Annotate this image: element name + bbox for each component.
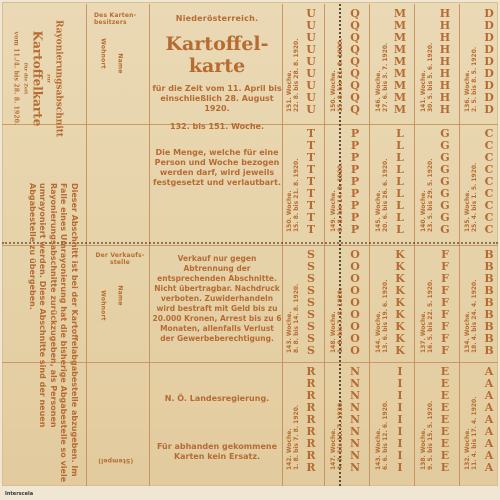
coupon-week-number: 134. Woche.: [464, 311, 471, 353]
coupon-letter: B: [484, 260, 494, 273]
coupon-letter: O: [350, 344, 360, 357]
coupon-week-dates: 1. 8. bis 7. 8. 1920.: [293, 404, 300, 470]
coupon-letter: K: [395, 248, 405, 261]
coupon-letter: T: [306, 175, 316, 188]
coupon-week-dates: 8. 8. bis 14. 8. 1920.: [337, 162, 344, 232]
coupon-letter: T: [306, 223, 316, 236]
coupon-letter: D: [484, 91, 494, 104]
coupon-letter: D: [484, 67, 494, 80]
coupon-letter: D: [484, 19, 494, 32]
coupon-letter: A: [484, 449, 494, 462]
coupon-letter: C: [484, 211, 494, 224]
coupon-letter: A: [484, 401, 494, 414]
card-title-line1: Kartoffel-: [165, 33, 269, 55]
coupon-letter: M: [393, 67, 407, 80]
coupon-letter: H: [439, 19, 451, 32]
card-title-line2: karte: [188, 55, 246, 77]
coupon-letter-column[interactable]: [304, 128, 318, 236]
coupon-letter-column[interactable]: [348, 128, 362, 236]
coupon-letter: M: [393, 91, 407, 104]
coupon-letter: D: [484, 55, 494, 68]
coupon-letter: B: [484, 344, 494, 357]
coupon-letter: A: [484, 461, 494, 474]
coupon-letter: Q: [350, 43, 360, 56]
coupon-week-label: [330, 288, 344, 353]
coupon-letter: C: [484, 127, 494, 140]
coupon-letter: A: [484, 377, 494, 390]
coupon-letter: F: [441, 332, 449, 345]
region: Niederösterreich.: [175, 14, 259, 23]
coupon-week-label: [286, 38, 300, 112]
coupon-week-number: 145. Woche.: [375, 190, 382, 232]
coupon-letter: R: [306, 377, 316, 390]
coupon-letter: Q: [350, 103, 360, 116]
coupon-letter: K: [395, 260, 405, 273]
coupon-letter: O: [350, 248, 360, 261]
coupon-letter: H: [439, 55, 451, 68]
coupon-letter: O: [350, 284, 360, 297]
coupon-title: [11, 14, 64, 144]
coupon-letter: A: [484, 425, 494, 438]
coupon-letter: G: [440, 139, 450, 152]
coupon-letter: G: [440, 127, 450, 140]
coupon-letter: M: [393, 79, 407, 92]
coupon-letter: U: [306, 55, 316, 68]
coupon-week-label: [464, 396, 478, 470]
ration-card: [2, 2, 498, 497]
coupon-week-dates: 6. 6. bis 12. 6. 1920.: [382, 400, 389, 470]
coupon-letter: H: [439, 31, 451, 44]
coupon-letter: O: [350, 332, 360, 345]
coupon-letter: I: [397, 401, 403, 414]
coupon-letter: L: [396, 175, 404, 188]
quantity-note: Die Menge, welche für eine Person und Woche bezogen werden darf, wird jeweils festgesetzt und verlautbart.: [152, 148, 281, 187]
coupon-letter: F: [441, 296, 449, 309]
coupon-letter: K: [395, 332, 405, 345]
seller-residence-label: Wohnort: [99, 290, 107, 321]
week-range: 132. bis 151. Woche.: [170, 122, 264, 131]
coupon-letter: H: [439, 103, 451, 116]
coupon-week-label: [375, 158, 389, 232]
coupon-letter: I: [397, 389, 403, 402]
coupon-letter: P: [350, 199, 360, 212]
coupon-letter: A: [484, 413, 494, 426]
coupon-week-number: 143. Woche.: [375, 428, 382, 470]
coupon-letter: B: [484, 248, 494, 261]
coupon-letter: I: [397, 449, 403, 462]
coupon-letter-column[interactable]: [482, 366, 496, 474]
coupon-letter: E: [440, 449, 450, 462]
coupon-letter: U: [306, 19, 316, 32]
coupon-letter: E: [440, 437, 450, 450]
coupon-letter: T: [306, 151, 316, 164]
coupon-week-label: [286, 158, 300, 232]
coupon-letter: Q: [350, 7, 360, 20]
coupon-letter: S: [307, 284, 315, 297]
coupon-letter: P: [350, 163, 360, 176]
coupon-letter: O: [350, 308, 360, 321]
coupon-letter: I: [397, 377, 403, 390]
coupon-title-line2: zur: [45, 73, 52, 84]
coupon-letter: I: [397, 365, 403, 378]
coupon-letter: M: [393, 55, 407, 68]
coupon-letter: S: [307, 308, 315, 321]
coupon-week-label: [330, 401, 344, 470]
coupon-title-line1: Rayonierungsabschnitt: [53, 19, 64, 138]
coupon-title-line3: Kartoffelkarte: [30, 30, 45, 127]
coupon-week-dates: 15. 8. bis 21. 8. 1920.: [293, 158, 300, 232]
coupon-week-label: [330, 38, 344, 112]
coupon-letter: K: [395, 308, 405, 321]
coupon-letter: N: [349, 413, 361, 426]
coupon-letter-column[interactable]: [393, 8, 407, 116]
coupon-week-label: [464, 279, 478, 353]
coupon-week-number: 148. Woche.: [330, 311, 337, 353]
coupon-letter: B: [484, 272, 494, 285]
coupon-letter: E: [440, 389, 450, 402]
coupon-letter: N: [349, 449, 361, 462]
coupon-letter: R: [306, 425, 316, 438]
coupon-letter: E: [440, 401, 450, 414]
coupon-week-dates: 23. 5. bis 29. 5. 1920.: [427, 158, 434, 232]
coupon-letter: F: [441, 248, 449, 261]
coupon-week-dates: 11. 4. bis 17. 4. 1920.: [471, 396, 478, 470]
holder-residence-label: Wohnort: [99, 38, 107, 69]
coupon-letter: B: [484, 308, 494, 321]
coupon-week-number: 140. Woche.: [420, 190, 427, 232]
coupon-letter: C: [484, 199, 494, 212]
coupon-letter: U: [306, 79, 316, 92]
coupon-letter: T: [306, 211, 316, 224]
coupon-letter-column[interactable]: [348, 8, 362, 116]
coupon-letter: L: [396, 211, 404, 224]
coupon-letter: U: [306, 91, 316, 104]
coupon-letter: L: [396, 127, 404, 140]
coupon-letter: H: [439, 67, 451, 80]
coupon-letter: A: [484, 389, 494, 402]
lost-note: Für abhanden gekommene Karten kein Ersatz.: [156, 442, 277, 461]
coupon-letter: I: [397, 437, 403, 450]
footer-imprint: Interscela: [5, 491, 34, 497]
coupon-letter: K: [395, 296, 405, 309]
notice-text: Dieser Abschnitt ist bei der Kartoffelabgabestelle abzugeben. Im Falle eines Umrayonierung hat die bisherige Abgabestelle so viele Rayonierungsabschnitte zurückzugeben, als Personen umrayoniert werden. Diese Abschnitte sind der neuen Abgabestelle zu übergeben.: [28, 183, 79, 483]
coupon-letter: B: [484, 284, 494, 297]
coupon-letter: Q: [350, 55, 360, 68]
coupon-letter: L: [396, 151, 404, 164]
coupon-week-dates: 15. 8. bis 21. 8. 1920.: [337, 38, 344, 112]
coupon-letter: U: [306, 103, 316, 116]
coupon-week-label: [464, 163, 478, 232]
coupon-letter: A: [484, 365, 494, 378]
coupon-letter: T: [306, 163, 316, 176]
coupon-letter: K: [395, 284, 405, 297]
coupon-letter: S: [307, 248, 315, 261]
coupon-letter-column[interactable]: [482, 249, 496, 357]
coupon-week-dates: 2. 5. bis 8. 5. 1920.: [471, 46, 478, 112]
coupon-letter-column[interactable]: [304, 249, 318, 357]
coupon-letter: S: [307, 296, 315, 309]
coupon-letter: M: [393, 31, 407, 44]
coupon-week-label: [375, 279, 389, 353]
coupon-letter: K: [395, 344, 405, 357]
coupon-letter-column[interactable]: [393, 249, 407, 357]
coupon-letter: P: [350, 187, 360, 200]
coupon-letter: G: [440, 187, 450, 200]
coupon-letter: N: [349, 425, 361, 438]
coupon-letter-column[interactable]: [482, 8, 496, 116]
coupon-week-dates: 13. 6. bis 19. 6. 1920.: [382, 279, 389, 353]
coupon-week-number: 142. Woche.: [286, 428, 293, 470]
coupon-letter: H: [439, 79, 451, 92]
coupon-letter: D: [484, 79, 494, 92]
coupon-letter: M: [393, 103, 407, 116]
coupon-letter: I: [397, 461, 403, 474]
coupon-letter: U: [306, 67, 316, 80]
coupon-letter: G: [440, 223, 450, 236]
holder-name-label: Name: [116, 53, 124, 74]
coupon-letter: D: [484, 7, 494, 20]
coupon-letter: H: [439, 91, 451, 104]
coupon-week-number: 138. Woche.: [420, 428, 427, 470]
coupon-letter: E: [440, 377, 450, 390]
coupon-letter: N: [349, 365, 361, 378]
coupon-letter: I: [397, 425, 403, 438]
coupon-letter: R: [306, 389, 316, 402]
coupon-week-dates: 4. 7. bis 10. 7. 1920.: [337, 400, 344, 470]
coupon-letter: R: [306, 437, 316, 450]
coupon-letter-column[interactable]: [304, 366, 318, 474]
coupon-letter: B: [484, 320, 494, 333]
coupon-letter: G: [440, 211, 450, 224]
coupon-week-dates: 8. 8. bis 14. 8. 1920.: [293, 283, 300, 353]
coupon-letter: U: [306, 43, 316, 56]
coupon-letter: S: [307, 272, 315, 285]
coupon-letter: H: [439, 43, 451, 56]
coupon-letter: G: [440, 151, 450, 164]
seller-name-label: Name: [116, 285, 124, 306]
coupon-letter: U: [306, 7, 316, 20]
coupon-week-number: 150. Woche.: [286, 190, 293, 232]
coupon-letter: P: [350, 139, 360, 152]
coupon-letter-column[interactable]: [438, 249, 452, 357]
stamp-label: (Stempel): [98, 457, 134, 464]
coupon-letter-column[interactable]: [438, 8, 452, 116]
coupon-letter: L: [396, 199, 404, 212]
coupon-letter-column[interactable]: [348, 366, 362, 474]
coupon-week-label: [420, 401, 434, 470]
coupon-letter-column[interactable]: [482, 128, 496, 236]
coupon-week-label: [420, 43, 434, 112]
coupon-week-dates: 20. 6. bis 26. 6. 1920.: [382, 158, 389, 232]
coupon-title-line4: für die Zeit: [22, 62, 29, 95]
coupon-letter: K: [395, 272, 405, 285]
coupon-week-dates: 1. 8. bis 7. 8. 1920.: [337, 287, 344, 353]
coupon-week-label: [330, 163, 344, 232]
coupon-letter-column[interactable]: [438, 128, 452, 236]
coupon-letter: F: [441, 344, 449, 357]
coupon-letter: P: [350, 175, 360, 188]
seller-label: Der Verkaufs- stelle: [95, 252, 145, 266]
coupon-letter: E: [440, 365, 450, 378]
validity-period: für die Zeit vom 11. April bis einschließlich 28. August 1920.: [152, 84, 282, 113]
coupon-week-dates: 30. 5. bis 5. 6. 1920.: [427, 42, 434, 112]
sale-note: Verkauf nur gegen Abtrennung der entsprechenden Abschnitte. Nicht übertragbar. Nachdruck verboten. Zuwiderhandeln wird bestraft mit Geld bis zu 20.000 Kronen, Arrest bis zu 6 Monaten, allenfalls Verlust der Gewerbeberechtigung.: [152, 254, 282, 343]
coupon-letter: T: [306, 139, 316, 152]
coupon-letter: P: [350, 127, 360, 140]
coupon-letter: M: [393, 19, 407, 32]
coupon-letter: K: [395, 320, 405, 333]
coupon-letter: T: [306, 187, 316, 200]
holder-label: Des Karten- besitzers: [94, 12, 137, 26]
coupon-letter: E: [440, 425, 450, 438]
coupon-letter: R: [306, 461, 316, 474]
coupon-letter: F: [441, 308, 449, 321]
coupon-letter: U: [306, 31, 316, 44]
coupon-letter: A: [484, 437, 494, 450]
coupon-week-label: [420, 158, 434, 232]
coupon-letter: C: [484, 223, 494, 236]
coupon-letter: E: [440, 413, 450, 426]
coupon-letter: B: [484, 332, 494, 345]
coupon-week-number: 144. Woche.: [375, 311, 382, 353]
coupon-letter-column[interactable]: [393, 128, 407, 236]
coupon-letter: O: [350, 272, 360, 285]
coupon-letter: L: [396, 187, 404, 200]
coupon-letter: R: [306, 365, 316, 378]
coupon-week-label: [375, 401, 389, 470]
coupon-week-number: 143. Woche.: [286, 311, 293, 353]
coupon-week-label: [286, 284, 300, 353]
coupon-letter: C: [484, 151, 494, 164]
coupon-letter: S: [307, 320, 315, 333]
card-header: [152, 14, 282, 188]
coupon-letter: Q: [350, 79, 360, 92]
coupon-letter: H: [439, 7, 451, 20]
coupon-letter: L: [396, 139, 404, 152]
coupon-letter: D: [484, 103, 494, 116]
coupon-title-line5: vom 11./4. bis 28. 8. 1920.: [12, 31, 20, 126]
coupon-letter: N: [349, 377, 361, 390]
coupon-letter: M: [393, 7, 407, 20]
coupon-letter: Q: [350, 19, 360, 32]
coupon-letter: G: [440, 199, 450, 212]
coupon-letter: T: [306, 127, 316, 140]
coupon-week-dates: 27. 6. bis 3. 7. 1920.: [382, 42, 389, 112]
coupon-letter: F: [441, 260, 449, 273]
authority: N. Ö. Landesregierung.: [164, 394, 270, 403]
coupon-week-number: 136. Woche.: [464, 70, 471, 112]
coupon-letter: P: [350, 151, 360, 164]
coupon-letter: S: [307, 332, 315, 345]
coupon-letter: P: [350, 211, 360, 224]
coupon-week-number: 141. Woche.: [420, 70, 427, 112]
coupon-letter: D: [484, 43, 494, 56]
coupon-letter-column[interactable]: [304, 8, 318, 116]
coupon-letter: T: [306, 199, 316, 212]
coupon-letter: Q: [350, 31, 360, 44]
coupon-letter: C: [484, 175, 494, 188]
coupon-letter: R: [306, 413, 316, 426]
coupon-letter: F: [441, 284, 449, 297]
coupon-letter: R: [306, 449, 316, 462]
coupon-letter: N: [349, 437, 361, 450]
coupon-letter: B: [484, 296, 494, 309]
coupon-letter: Q: [350, 91, 360, 104]
coupon-letter: O: [350, 320, 360, 333]
coupon-letter: D: [484, 31, 494, 44]
coupon-letter: F: [441, 320, 449, 333]
coupon-week-dates: 18. 4. bis 24. 4. 1920.: [471, 279, 478, 353]
coupon-letter: C: [484, 163, 494, 176]
coupon-week-dates: 16. 5. bis 22. 5. 1920.: [427, 279, 434, 353]
coupon-letter-column[interactable]: [438, 366, 452, 474]
coupon-week-number: 151. Woche.: [286, 70, 293, 112]
coupon-letter: L: [396, 223, 404, 236]
coupon-letter: M: [393, 43, 407, 56]
coupon-letter: G: [440, 163, 450, 176]
coupon-week-label: [464, 47, 478, 112]
coupon-week-number: 137. Woche.: [420, 311, 427, 353]
coupon-week-dates: 9. 5. bis 15. 5. 1920.: [427, 400, 434, 470]
coupon-week-number: 149. Woche.: [330, 190, 337, 232]
coupon-letter: F: [441, 272, 449, 285]
coupon-letter: O: [350, 260, 360, 273]
coupon-letter-column[interactable]: [393, 366, 407, 474]
coupon-week-label: [420, 279, 434, 353]
coupon-week-number: 147. Woche.: [330, 428, 337, 470]
coupon-letter: N: [349, 461, 361, 474]
coupon-week-number: 150. Woche.: [330, 70, 337, 112]
coupon-letter: L: [396, 163, 404, 176]
coupon-letter: G: [440, 175, 450, 188]
coupon-week-dates: 22. 8. bis 28. 8. 1920.: [293, 38, 300, 112]
coupon-week-dates: 25. 4. bis 1. 5. 1920.: [471, 162, 478, 232]
coupon-letter: I: [397, 413, 403, 426]
coupon-letter: C: [484, 139, 494, 152]
coupon-letter: S: [307, 344, 315, 357]
coupon-letter: N: [349, 401, 361, 414]
coupon-letter: S: [307, 260, 315, 273]
coupon-letter: Q: [350, 67, 360, 80]
coupon-letter: E: [440, 461, 450, 474]
coupon-letter-column[interactable]: [348, 249, 362, 357]
coupon-week-number: 146. Woche.: [375, 70, 382, 112]
coupon-letter: N: [349, 389, 361, 402]
coupon-week-label: [375, 43, 389, 112]
coupon-week-number: 132. Woche.: [464, 428, 471, 470]
coupon-letter: P: [350, 223, 360, 236]
coupon-letter: C: [484, 187, 494, 200]
coupon-letter: R: [306, 401, 316, 414]
coupon-week-label: [286, 405, 300, 470]
coupon-week-number: 135. Woche.: [464, 190, 471, 232]
coupon-letter: O: [350, 296, 360, 309]
